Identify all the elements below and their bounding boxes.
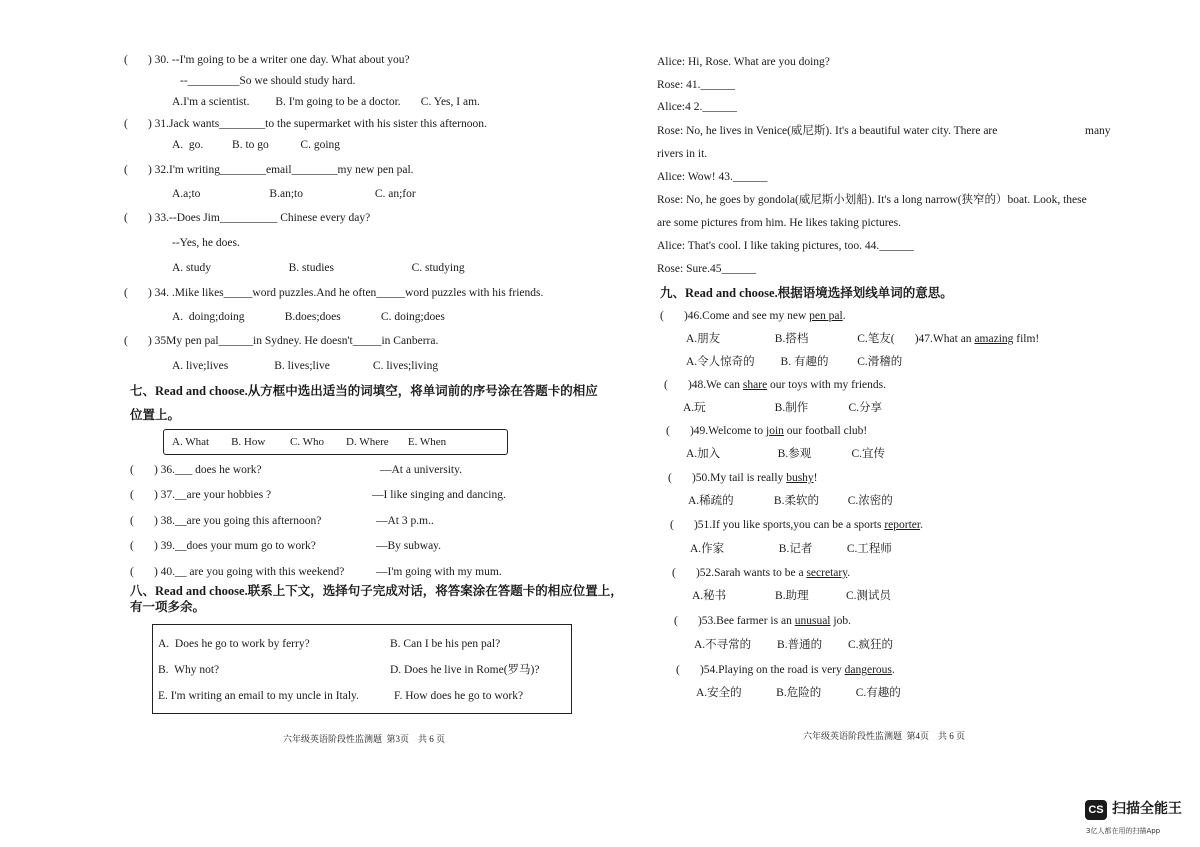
q48-options: A.玩 B.制作 C.分享 [683, 402, 883, 414]
q31-options: A. go. B. to go C. going [172, 139, 341, 151]
q30-line1: ( ) 30. --I'm going to be a writer one day. What about you? [124, 54, 410, 66]
q32-line1: ( ) 32.I'm writing________email________my new pen pal. [124, 164, 414, 176]
q50-underlined: bushy [786, 472, 814, 484]
dialog-line-4-cont: rivers in it. [657, 148, 708, 160]
dialog-line-4-end: many [1085, 125, 1111, 137]
sentence-c: B. Why not? [158, 664, 220, 676]
q48 [664, 378, 886, 392]
q53-pre: ( )53.Bee farmer is an [674, 615, 795, 627]
q50-post: ! [813, 472, 818, 484]
q49-underlined: join [766, 425, 784, 437]
q31-line1: ( ) 31.Jack wants________to the supermarket with his sister this afternoon. [124, 118, 487, 130]
q53-options: A.不寻常的 B.普通的 C.疯狂的 [694, 639, 894, 651]
q37: ( ) 37.__are your hobbies ? [130, 489, 272, 501]
q38: ( ) 38.__are you going this afternoon? [130, 515, 322, 527]
dialog-line-2: Rose: 41.______ [657, 79, 735, 91]
section9-heading: 九、Read and choose.根据语境选择划线单词的意思。 [660, 286, 953, 300]
q54-underlined: dangerous [844, 664, 892, 676]
q50-pre: ( )50.My tail is really [668, 472, 787, 484]
q35-line1: ( ) 35My pen pal______in Sydney. He doesn't_____in Canberra. [124, 335, 439, 347]
q50-options: A.稀疏的 B.柔软的 C.浓密的 [688, 495, 893, 507]
dialog-line-6: Rose: No, he goes by gondola(威尼斯小划船). It's a long narrow(狭窄的）boat. Look, these [657, 194, 1087, 206]
q51-pre: ( )51.If you like sports,you can be a sports [670, 519, 885, 531]
section7-heading-cont: 位置上。 [130, 408, 181, 422]
q54-pre: ( )54.Playing on the road is very [676, 664, 845, 676]
q46-options: A.朋友 B.搭档 C.笔友( )47.What an [686, 333, 975, 345]
dialog-line-8: Rose: Sure.45______ [657, 263, 757, 275]
q51-post: . [920, 519, 923, 531]
section8-heading: 八、Read and choose.联系上下文，选择句子完成对话，将答案涂在答题卡的相应位置上， [130, 584, 623, 598]
sentence-b: B. Can I be his pen pal? [390, 638, 501, 650]
q54 [676, 663, 895, 677]
word-box-options: A. What B. How C. Who D. Where E. When [172, 436, 447, 448]
q38-answer: —At 3 p.m.. [376, 515, 434, 527]
q39: ( ) 39.__does your mum go to work? [130, 540, 316, 552]
dialog-line-4: Rose: No, he lives in Venice(威尼斯). It's a beautiful water city. There are [657, 125, 998, 137]
sentence-f: F. How does he go to work? [394, 690, 524, 702]
q52-pre: ( )52.Sarah wants to be a [672, 567, 807, 579]
dialog-line-5: Alice: Wow! 43.______ [657, 171, 768, 183]
q33-line1: ( ) 33.--Does Jim__________ Chinese every day? [124, 212, 371, 224]
camscanner-logo-icon: CS [1085, 800, 1107, 820]
q36: ( ) 36.___ does he work? [130, 464, 262, 476]
q52-post: . [847, 567, 851, 579]
q53-post: job. [830, 615, 851, 627]
q35-options: A. live;lives B. lives;live C. lives;living [172, 360, 439, 372]
q46 [660, 309, 846, 323]
q54-options: A.安全的 B.危险的 C.有趣的 [696, 687, 901, 699]
q51 [670, 518, 923, 532]
q46-post: . [842, 310, 846, 322]
q48-post: our toys with my friends. [767, 379, 886, 391]
watermark-slogan: 3亿人都在用的扫描App [1086, 827, 1161, 835]
q53 [674, 614, 851, 628]
page4-footer: 六年级英语阶段性监测题 第4页 共 6 页 [803, 731, 966, 741]
q34-options: A. doing;doing B.does;does C. doing;does [172, 311, 445, 323]
q51-options: A.作家 B.记者 C.工程师 [690, 543, 892, 555]
q46-q47 [686, 332, 1039, 346]
q49-post: our football club! [783, 425, 868, 437]
q34-line1: ( ) 34. .Mike likes_____word puzzles.And he often_____word puzzles with his friends. [124, 287, 544, 299]
q53-underlined: unusual [794, 615, 831, 627]
q37-answer: —I like singing and dancing. [372, 489, 506, 501]
sentence-e: E. I'm writing an email to my uncle in Italy. [158, 690, 359, 702]
q30-line2: --_________So we should study hard. [180, 75, 356, 87]
q49-pre: ( )49.Welcome to [666, 425, 766, 437]
q33-options: A. study B. studies C. studying [172, 262, 465, 274]
q40: ( ) 40.__ are you going with this weekend? [130, 566, 345, 578]
q52 [672, 566, 850, 580]
q46-pre: ( )46.Come and see my new [660, 310, 810, 322]
watermark-brand: 扫描全能王 [1112, 801, 1182, 817]
q47-options: A.令人惊奇的 B. 有趣的 C.滑稽的 [686, 356, 903, 368]
dialog-line-7: Alice: That's cool. I like taking pictures, too. 44.______ [657, 240, 914, 252]
q49-options: A.加入 B.参观 C.宜传 [686, 448, 886, 460]
q33-line2: --Yes, he does. [172, 237, 240, 249]
q51-underlined: reporter [884, 519, 921, 531]
q48-underlined: share [742, 379, 768, 391]
section8-heading-cont: 有一项多余。 [130, 600, 206, 614]
q54-post: . [891, 664, 895, 676]
dialog-line-3: Alice:4 2.______ [657, 101, 737, 113]
q40-answer: —I'm going with my mum. [376, 566, 502, 578]
q47-underlined: amazing [974, 333, 1014, 345]
q30-options: A.I'm a scientist. B. I'm going to be a doctor. C. Yes, I am. [172, 96, 480, 108]
page3-footer: 六年级英语阶段性监测题 第3页 共 6 页 [283, 734, 446, 744]
q32-options: A.a;to B.an;to C. an;for [172, 188, 416, 200]
q50 [668, 471, 818, 485]
q48-pre: ( )48.We can [664, 379, 743, 391]
q52-underlined: secretary [806, 567, 848, 579]
q39-answer: —By subway. [376, 540, 442, 552]
q46-underlined: pen pal [809, 310, 843, 322]
q47-post: film! [1013, 333, 1040, 345]
dialog-line-1: Alice: Hi, Rose. What are you doing? [657, 56, 830, 68]
sentence-a: A. Does he go to work by ferry? [158, 638, 310, 650]
q36-answer: —At a university. [380, 464, 462, 476]
section7-heading: 七、Read and choose.从方框中选出适当的词填空，将单词前的序号涂在答题卡的相应 [130, 384, 598, 398]
sentence-d: D. Does he live in Rome(罗马)? [390, 664, 540, 676]
dialog-line-6-cont: are some pictures from him. He likes taking pictures. [657, 217, 901, 229]
q52-options: A.秘书 B.助理 C.测试员 [692, 590, 892, 602]
q49 [666, 424, 867, 438]
